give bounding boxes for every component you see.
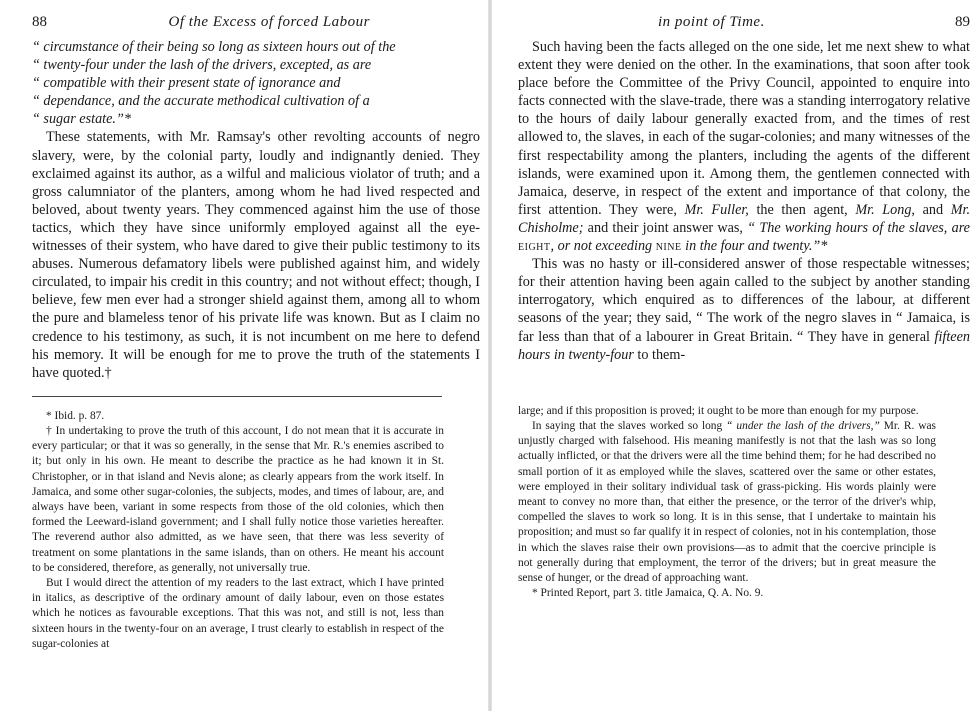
quote-line: “ twenty-four under the lash of the drivers, excepted, as are <box>32 57 372 74</box>
quote-line: “ dependance, and the accurate methodical cultivation of a <box>32 93 370 110</box>
left-footnotes <box>32 409 444 652</box>
quote-line: “ compatible with their present state of ignorance and <box>32 75 341 92</box>
name-fuller: Mr. Fuller, <box>684 201 749 218</box>
quote-run: , or not exceeding <box>550 238 656 255</box>
right-running-title: in point of Time. <box>658 14 765 30</box>
word-nine: nine <box>655 238 682 255</box>
text-run: to them- <box>633 346 686 363</box>
text-run: the then agent, <box>748 201 856 218</box>
text-run: and their joint answer was, <box>583 219 748 236</box>
footnote-continuation: large; and if this proposition is proved; it ought to be more than enough for my purpose. <box>518 404 919 417</box>
quote-line: “ sugar estate.”* <box>32 111 131 128</box>
right-footnotes <box>518 404 936 602</box>
footnote-divider <box>32 396 442 397</box>
right-page-header <box>518 14 970 34</box>
footnote: But I would direct the attention of my readers to the last extract, which I have printed in italics, as descriptive of the ordinary amount of daily labour, even on those estates which he notices as favourable exceptions. That this was not, and still is not, less than sixteen hours in the twenty-four on an average, I trust clearly to establish in respect of the sugar-colonies at <box>32 577 444 650</box>
right-paragraph-2 <box>518 255 970 364</box>
emphasis-run: “ under the lash of the drivers,” <box>726 419 880 432</box>
right-page <box>490 0 980 711</box>
text-run: Such having been the facts alleged on the one side, let me next shew to what extent they were denied on the other. In the examinations, that soon after took place before the Committee of the Privy Council, appointed to enquire into facts connected with the slave-trade, there was a standing interrogatory relative to the hours of daily labour generally exacted from, and the times of rest allowed to, the slaves, in each of the sugar-colonies; and many witnesses of the first respectability among the planters, including the agents of the different islands, were examined upon it. Among them, the gentlemen connected with Jamaica, deserve, in respect of the extent and importance of that colony, the first attention. They were, <box>518 39 970 218</box>
footnote: * Printed Report, part 3. title Jamaica, Q. A. No. 9. <box>532 587 764 600</box>
name-long: Mr. Long, <box>855 201 915 218</box>
left-page-number: 88 <box>32 14 47 30</box>
quote-run: “ The working hours of the slaves, are <box>747 219 970 236</box>
right-paragraph-1 <box>518 38 970 255</box>
text-run: Mr. R. was unjustly charged with falsehood. His meaning manifestly is not that the lash was so long actually inflicted, or that the drivers were all the time behind them; for he had described no small portion of it as employed while the slaves, scattered over the same or other estates, were employed in their solitary individual task of grass-picking. His words plainly were meant to convey no more than, that either the presence, or the terror of the driver's whip, compelled the slaves to work so long. It is in this sense, that I undertake to maintain his proposition; and must so far qualify it in respect of colonies, not in his contemplation, those in which the slaves raise their own provisions—as to admit that the coercive principle is not generally during that employment, the terror of the drivers; but in great measure the sense of hunger, or the dread of approaching want. <box>518 419 936 584</box>
quote-line: “ circumstance of their being so long as sixteen hours out of the <box>32 39 396 55</box>
word-eight: eight <box>518 238 551 255</box>
left-page-header <box>32 14 480 34</box>
left-running-title: Of the Excess of forced Labour <box>168 14 370 30</box>
text-run: In saying that the slaves worked so long <box>532 419 727 432</box>
text-run: This was no hasty or ill-considered answer of those respectable witnesses; for their attention having been again called to the subject by another standing interrogatory, which enquired as to differences of the labour, at different seasons of the year; they said, “ The work of the negro slaves in “ Jamaica, is far less than that of a labourer in Great Britain. “ They have in general <box>518 256 970 345</box>
text-run: and <box>914 201 951 218</box>
name-chisholme: Mr. Chisholme; <box>518 201 970 236</box>
right-page-number: 89 <box>955 14 970 30</box>
left-body-text <box>32 38 480 382</box>
emphasis-run: fifteen hours in twenty-four <box>518 328 970 363</box>
right-body-text <box>518 38 970 364</box>
quote-run: in the four and twenty.”* <box>681 238 828 255</box>
left-paragraph: These statements, with Mr. Ramsay's other revolting accounts of negro slavery, were, by the colonial party, loudly and indignantly denied. They exclaimed against its author, as a wilful and malicious violator of truth; and a gross calumniator of the planters, among whom he had lived respected and beloved, about twenty years. They commenced against him the use of those tactics, which they have since uniformly employed against all the eye-witnesses of their system, who have dared to give their public testimony to its abuses. Numerous defamatory libels were published against him, and widely circulated, to impair his credit in this country; and not without effect; though, I believe, few men ever had a stronger shield against them, among all to whom the pure and blameless tenor of his private life was known. But as I claim no credence to his testimony, as such, it is not incumbent on me here to defend his memory. It will be enough for me to prove the truth of the statements I have quoted.† <box>32 129 480 381</box>
footnote: † In undertaking to prove the truth of this account, I do not mean that it is accurate in every particular; or that it was so generally, in the sense that Mr. R.'s enemies ascribed to it; but only in his own. He meant to describe the practice as he had known it in St. Christopher, or in that island and Nevis alone; as clearly appears from the work itself. In Jamaica, and some other sugar-colonies, the subjects, modes, and times of labour, are, and always have been, variant in some respects from those of the old colonies, which then formed the Leeward-island government; and I shall fully notice those varieties hereafter. The reverend author also admitted, as we have seen, that there was less severity of treatment on some plantations in the same islands, than on others. He meant his account to be considered, therefore, as generally, not universally true. <box>32 424 444 574</box>
footnote <box>518 419 936 586</box>
footnote: * Ibid. p. 87. <box>46 409 105 422</box>
